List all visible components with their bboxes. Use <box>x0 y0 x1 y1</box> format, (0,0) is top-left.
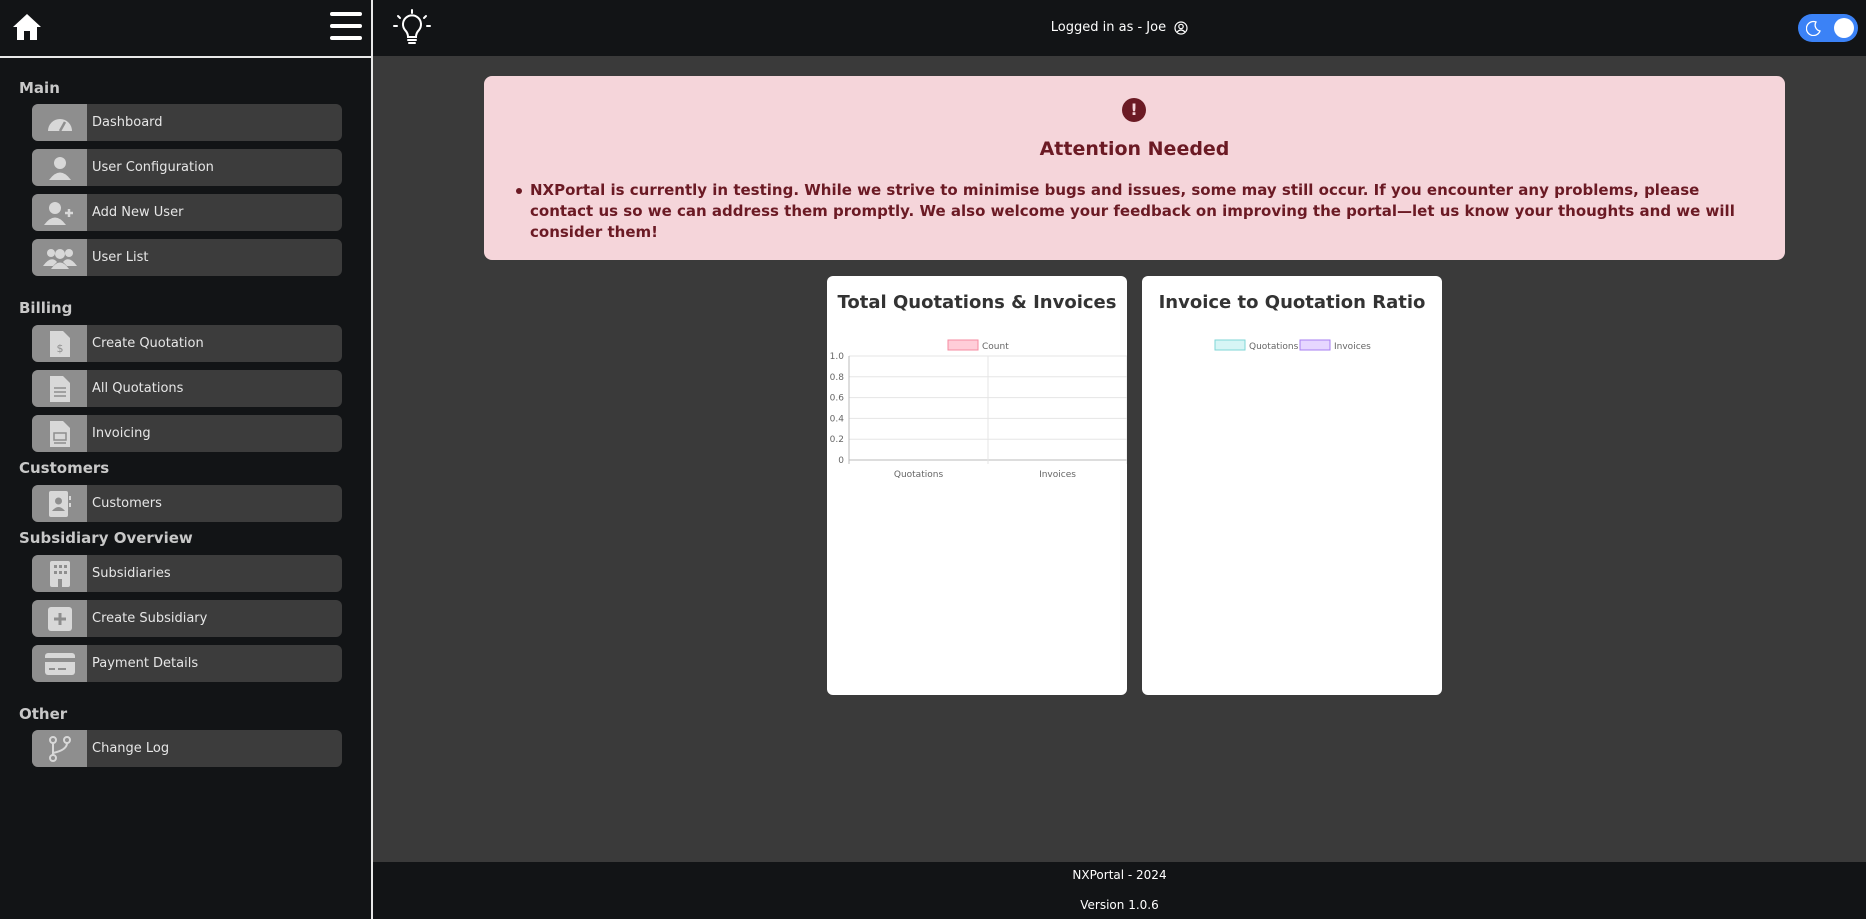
pie-chart <box>1142 276 1442 695</box>
dark-mode-toggle[interactable] <box>1798 14 1858 42</box>
sidebar-item-label: User Configuration <box>92 160 214 175</box>
y-tick-label: 1.0 <box>829 352 844 362</box>
sidebar-header <box>0 0 371 58</box>
sidebar-item-create-quotation[interactable] <box>32 325 342 362</box>
invoice-dollar-icon <box>32 325 87 362</box>
home-icon[interactable] <box>11 11 43 43</box>
legend-label-invoices: Invoices <box>1334 342 1371 352</box>
legend-label-quotations: Quotations <box>1249 342 1299 352</box>
sidebar-item-label: All Quotations <box>92 381 184 396</box>
section-heading-subsidiary-overview: Subsidiary Overview <box>19 529 193 547</box>
sidebar-item-customers[interactable] <box>32 485 342 522</box>
sidebar-item-dashboard[interactable] <box>32 104 342 141</box>
sidebar-item-label: Change Log <box>92 741 170 756</box>
section-heading-billing: Billing <box>19 299 73 317</box>
sidebar-item-label: Dashboard <box>92 115 163 130</box>
alert-list <box>530 180 1750 243</box>
sidebar-item-invoicing[interactable] <box>32 415 342 452</box>
logged-in-status <box>373 0 1866 56</box>
sidebar-item-change-log[interactable] <box>32 730 342 767</box>
code-branch-icon <box>32 730 87 767</box>
chart-title: Invoice to Quotation Ratio <box>1158 292 1426 313</box>
svg-text:$: $ <box>56 341 63 355</box>
y-tick-label: 0.2 <box>829 435 844 446</box>
legend-swatch-quotations <box>1215 340 1245 350</box>
y-tick-label: 0.6 <box>829 393 844 404</box>
sidebar-item-label: Create Quotation <box>92 336 204 351</box>
y-tick-label: 0 <box>838 456 844 466</box>
gauge-icon <box>32 104 87 141</box>
address-book-icon <box>32 485 87 522</box>
sidebar-item-add-new-user[interactable] <box>32 194 342 231</box>
chart-card-totals <box>827 276 1127 695</box>
y-tick-label: 0.4 <box>829 414 844 425</box>
bar-chart <box>827 276 1127 695</box>
section-heading-customers: Customers <box>19 459 110 477</box>
attention-alert <box>484 76 1785 260</box>
sidebar-item-subsidiaries[interactable] <box>32 555 342 592</box>
document-icon <box>32 370 87 407</box>
legend-swatch-count <box>948 340 978 350</box>
logged-in-text: Logged in as - Joe <box>1050 20 1167 35</box>
user-icon <box>32 149 87 186</box>
sidebar-item-all-quotations[interactable] <box>32 370 342 407</box>
chart-card-ratio <box>1142 276 1442 695</box>
section-heading-main: Main <box>19 79 60 97</box>
sidebar-item-label: Subsidiaries <box>92 566 171 581</box>
sidebar-item-create-subsidiary[interactable] <box>32 600 342 637</box>
sidebar <box>0 0 373 919</box>
sidebar-item-label: Customers <box>92 496 162 511</box>
footer <box>373 862 1866 919</box>
top-bar <box>373 0 1866 56</box>
toggle-knob <box>1834 18 1854 38</box>
sidebar-item-label: Add New User <box>92 205 184 220</box>
plus-square-icon <box>32 600 87 637</box>
user-circle-icon[interactable] <box>1174 21 1188 35</box>
users-icon <box>32 239 87 276</box>
moon-icon <box>1806 20 1822 36</box>
footer-version: Version 1.0.6 <box>1080 898 1159 912</box>
user-plus-icon <box>32 194 87 231</box>
sidebar-item-label: Payment Details <box>92 656 199 671</box>
legend-label-count: Count <box>982 342 1009 352</box>
exclamation-circle-icon: ! <box>1122 98 1146 122</box>
menu-toggle-icon[interactable] <box>330 12 362 40</box>
sidebar-item-payment-details[interactable] <box>32 645 342 682</box>
x-tick-label: Invoices <box>1039 470 1076 480</box>
footer-copyright: NXPortal - 2024 <box>1072 868 1167 882</box>
sidebar-item-label: Create Subsidiary <box>92 611 208 626</box>
chart-title: Total Quotations & Invoices <box>837 292 1117 313</box>
sidebar-item-user-list[interactable] <box>32 239 342 276</box>
sidebar-item-label: User List <box>92 250 149 265</box>
sidebar-item-label: Invoicing <box>92 426 151 441</box>
invoice-icon <box>32 415 87 452</box>
section-heading-other: Other <box>19 705 68 723</box>
alert-title: Attention Needed <box>1039 138 1230 160</box>
sidebar-item-user-configuration[interactable] <box>32 149 342 186</box>
y-tick-label: 0.8 <box>829 372 844 383</box>
building-icon <box>32 555 87 592</box>
credit-card-icon <box>32 645 87 682</box>
legend-swatch-invoices <box>1300 340 1330 350</box>
x-tick-label: Quotations <box>893 470 944 480</box>
alert-message: NXPortal is currently in testing. While we strive to minimise bugs and issues, some may still occur. If you encounter any problems, please contact us so we can address them promptly. We also welcome your feedback on improving the portal—let us know your thoughts and we will consider them! <box>530 180 1750 243</box>
